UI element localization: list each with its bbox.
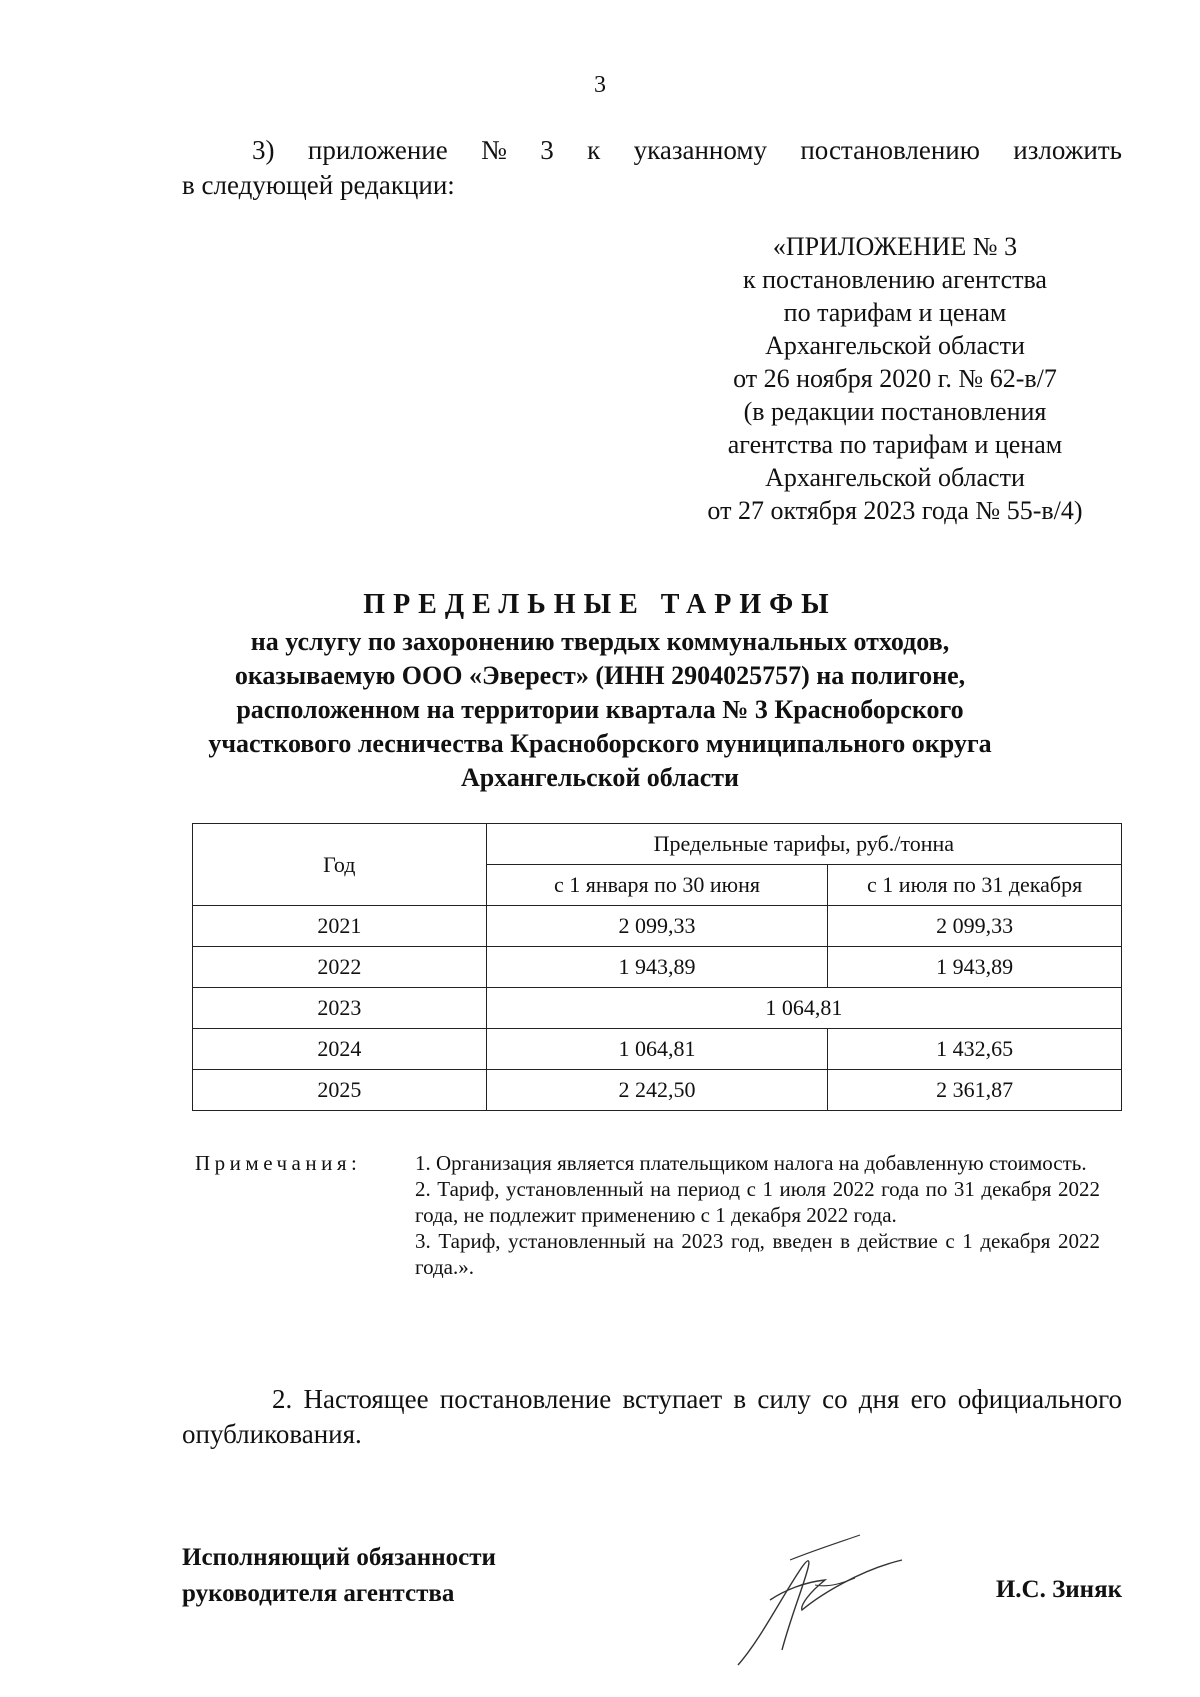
tariff-cell-merged: 1 064,81 [486,988,1121,1029]
tariff-cell: 1 432,65 [828,1029,1122,1070]
page-number: 3 [594,72,606,98]
signatory-title-line: руководителя агентства [182,1580,455,1607]
note-item: 2. Тариф, установленный на период с 1 июля 2022 года по 31 декабря 2022 года, не подлежит применению с 1 декабря 2022 года. [415,1177,1100,1227]
tariff-cell: 1 943,89 [486,947,828,988]
appendix-header [670,230,1120,527]
table-row [193,947,1122,988]
appendix-line: агентства по тарифам и ценам [727,430,1063,459]
closing-text: 2. Настоящее постановление вступает в силу со дня его официального опубликования. [182,1384,1122,1449]
title-sub-line: оказываемую ООО «Эверест» (ИНН 2904025757) на полигоне, [234,661,966,690]
appendix-line: от 26 ноября 2020 г. № 62-в/7 [733,364,1057,393]
appendix-line: от 27 октября 2023 года № 55-в/4) [707,496,1083,525]
appendix-line: Архангельской области [765,331,1025,360]
tariff-cell: 2 099,33 [486,906,828,947]
year-header: Год [193,824,487,906]
year-cell: 2024 [193,1029,487,1070]
amendment-word: постановлению [800,135,980,165]
note-item: 1. Организация является плательщиком налога на добавленную стоимость. [415,1151,1087,1175]
table-row [193,906,1122,947]
tariff-group-header: Предельные тарифы, руб./тонна [486,824,1121,865]
year-cell: 2023 [193,988,487,1029]
table-row [193,1070,1122,1111]
year-cell: 2025 [193,1070,487,1111]
table-row [193,1029,1122,1070]
table-header-row [193,824,1122,865]
title-sub-line: Архангельской области [460,763,740,792]
tariff-cell: 2 361,87 [828,1070,1122,1111]
tariff-cell: 1 064,81 [486,1029,828,1070]
title-sub-line: участкового лесничества Красноборского муниципального округа [208,729,992,758]
handwritten-signature [730,1530,910,1670]
amendment-word: указанному [633,135,767,165]
amendment-word: № [481,135,507,165]
signatory-title-line: Исполняющий обязанности [182,1544,496,1571]
amendment-line-2: в следующей редакции: [182,170,455,200]
amendment-word: 3) [252,135,275,165]
appendix-line: к постановлению агентства [743,265,1047,294]
notes-section [195,1150,1100,1280]
second-half-header: с 1 июля по 31 декабря [828,865,1122,906]
tariff-cell: 2 099,33 [828,906,1122,947]
closing-paragraph [182,1382,1122,1452]
amendment-line-1 [182,133,1122,168]
signatory-name: И.С. Зиняк [995,1576,1122,1603]
tariff-cell: 2 242,50 [486,1070,828,1111]
signatory-title [182,1540,496,1612]
amendment-word: к [587,135,601,165]
tariff-cell: 1 943,89 [828,947,1122,988]
year-cell: 2021 [193,906,487,947]
table-row [193,988,1122,1029]
amendment-word: 3 [540,135,554,165]
year-cell: 2022 [193,947,487,988]
title-sub-line: на услугу по захоронению твердых коммунальных отходов, [250,627,950,656]
amendment-word: изложить [1013,135,1122,165]
title-sub-line: расположенном на территории квартала № 3 Красноборского [236,695,964,724]
tariff-table [192,823,1122,1111]
note-item: 3. Тариф, установленный на 2023 год, введен в действие с 1 декабря 2022 года.». [415,1229,1100,1279]
document-title [150,587,1050,795]
appendix-line: «ПРИЛОЖЕНИЕ № 3 [772,232,1018,261]
first-half-header: с 1 января по 30 июня [486,865,828,906]
notes-list [415,1150,1100,1280]
appendix-line: (в редакции постановления [743,397,1047,426]
appendix-line: Архангельской области [765,463,1025,492]
notes-label: Примечания: [195,1151,362,1175]
amendment-word: приложение [307,135,448,165]
amendment-item-3 [182,133,1122,203]
title-main: ПРЕДЕЛЬНЫЕ ТАРИФЫ [363,589,837,620]
appendix-line: по тарифам и ценам [783,298,1007,327]
